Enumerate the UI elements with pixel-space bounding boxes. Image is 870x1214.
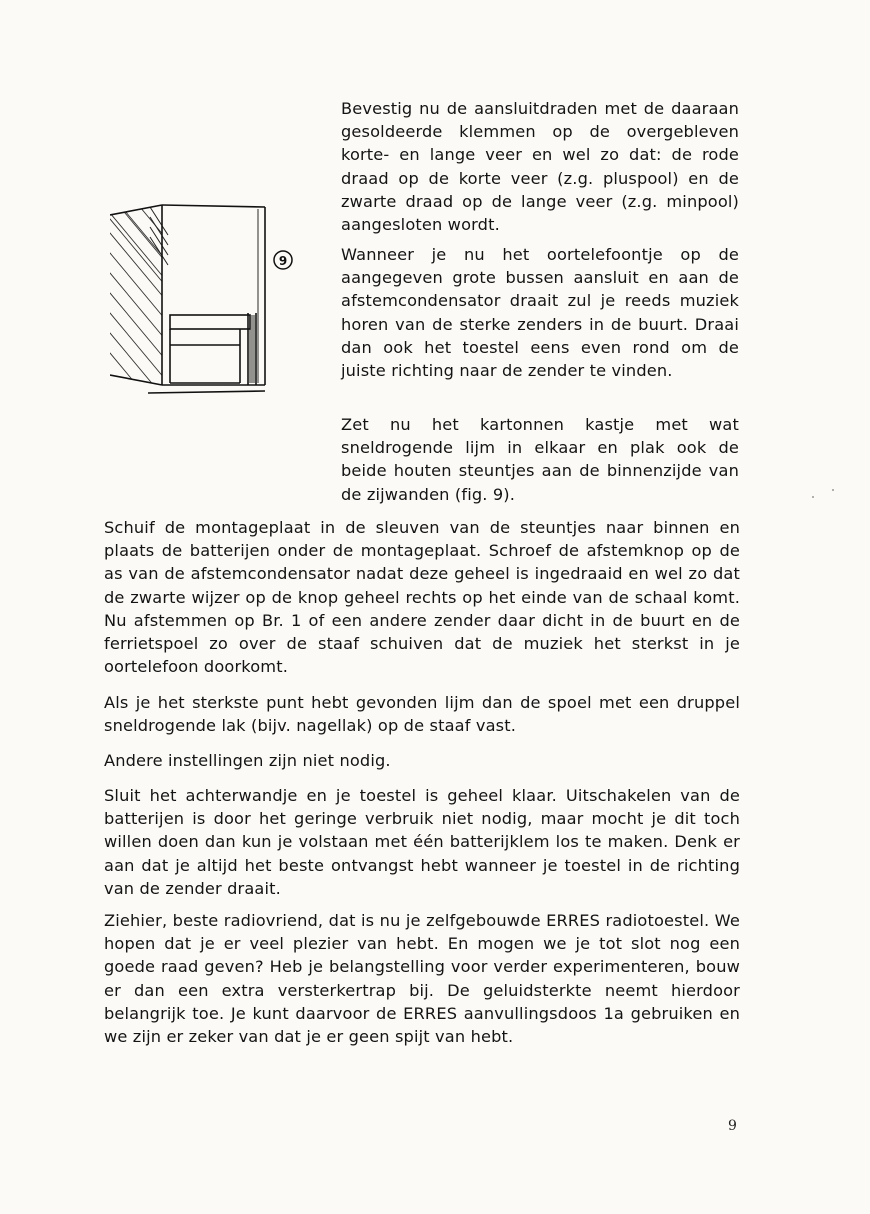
paragraph-earphone-test: Wanneer je nu het oortelefoontje op de aangegeven grote bussen aansluit en aan de afstemcondensator draait zul je reeds muziek horen van de sterke zenders in de buurt. Draai dan ook het toestel eens even rond om de juiste richting naar de zender te vinden. <box>341 245 739 381</box>
paper-speck <box>812 496 814 498</box>
paragraph-closing-advice: Ziehier, beste radiovriend, dat is nu je zelfgebouwde ERRES radiotoestel. We hopen dat je er veel plezier van hebt. En mogen we je tot slot nog een goede raad geven? Heb je belangstelling voor verder experimenteren, bouw er dan een extra versterkertrap bij. De geluidsterkte neemt hierdoor belangrijk toe. Je kunt daarvoor de ERRES aanvullingsdoos 1a gebruiken en we zijn er zeker van dat je er geen spijt van hebt. <box>104 911 740 1047</box>
paragraph-no-settings: Andere instellingen zijn niet nodig. <box>104 751 391 770</box>
page-number: 9 <box>728 1118 737 1134</box>
paragraph-mounting-plate: Schuif de montageplaat in de sleuven van de steuntjes naar binnen en plaats de batterijen onder de montageplaat. Schroef de afstemknop op de as van de afstemcondensator nadat deze geheel is ingedraaid en wel zo dat de zwarte wijzer op de knop geheel rechts op het einde van de schaal komt. Nu afstemmen op Br. 1 of een andere zender daar dicht in de buurt en de ferrietspoel zo over de staaf schuiven dat de muziek het sterkst in je oortelefoon doorkomt. <box>104 518 740 677</box>
paper-speck <box>832 489 834 491</box>
figure-label: 9 <box>278 254 288 268</box>
figure-9-diagram <box>110 195 320 405</box>
paragraph-fix-coil: Als je het sterkste punt hebt gevonden lijm dan de spoel met een druppel sneldrogende lak (bijv. nagellak) op de staaf vast. <box>104 693 740 736</box>
paragraph-assemble-case: Zet nu het kartonnen kastje met wat sneldrogende lijm in elkaar en plak ook de beide houten steuntjes aan de binnenzijde van de zijwanden (fig. 9). <box>341 415 739 504</box>
paragraph-connect-wires: Bevestig nu de aansluitdraden met de daaraan gesoldeerde klemmen op de overgebleven korte- en lange veer en wel zo dat: de rode draad op de korte veer (z.g. pluspool) en de zwarte draad op de lange veer (z.g. minpool) aangesloten wordt. <box>341 99 739 235</box>
paragraph-close-back: Sluit het achterwandje en je toestel is geheel klaar. Uitschakelen van de batterijen is door het geringe verbruik niet nodig, maar mocht je dit toch willen doen dan kun je volstaan met één batterijklem los te maken. Denk er aan dat je altijd het beste ontvangst hebt wanneer je toestel in de richting van de zender draait. <box>104 786 740 898</box>
